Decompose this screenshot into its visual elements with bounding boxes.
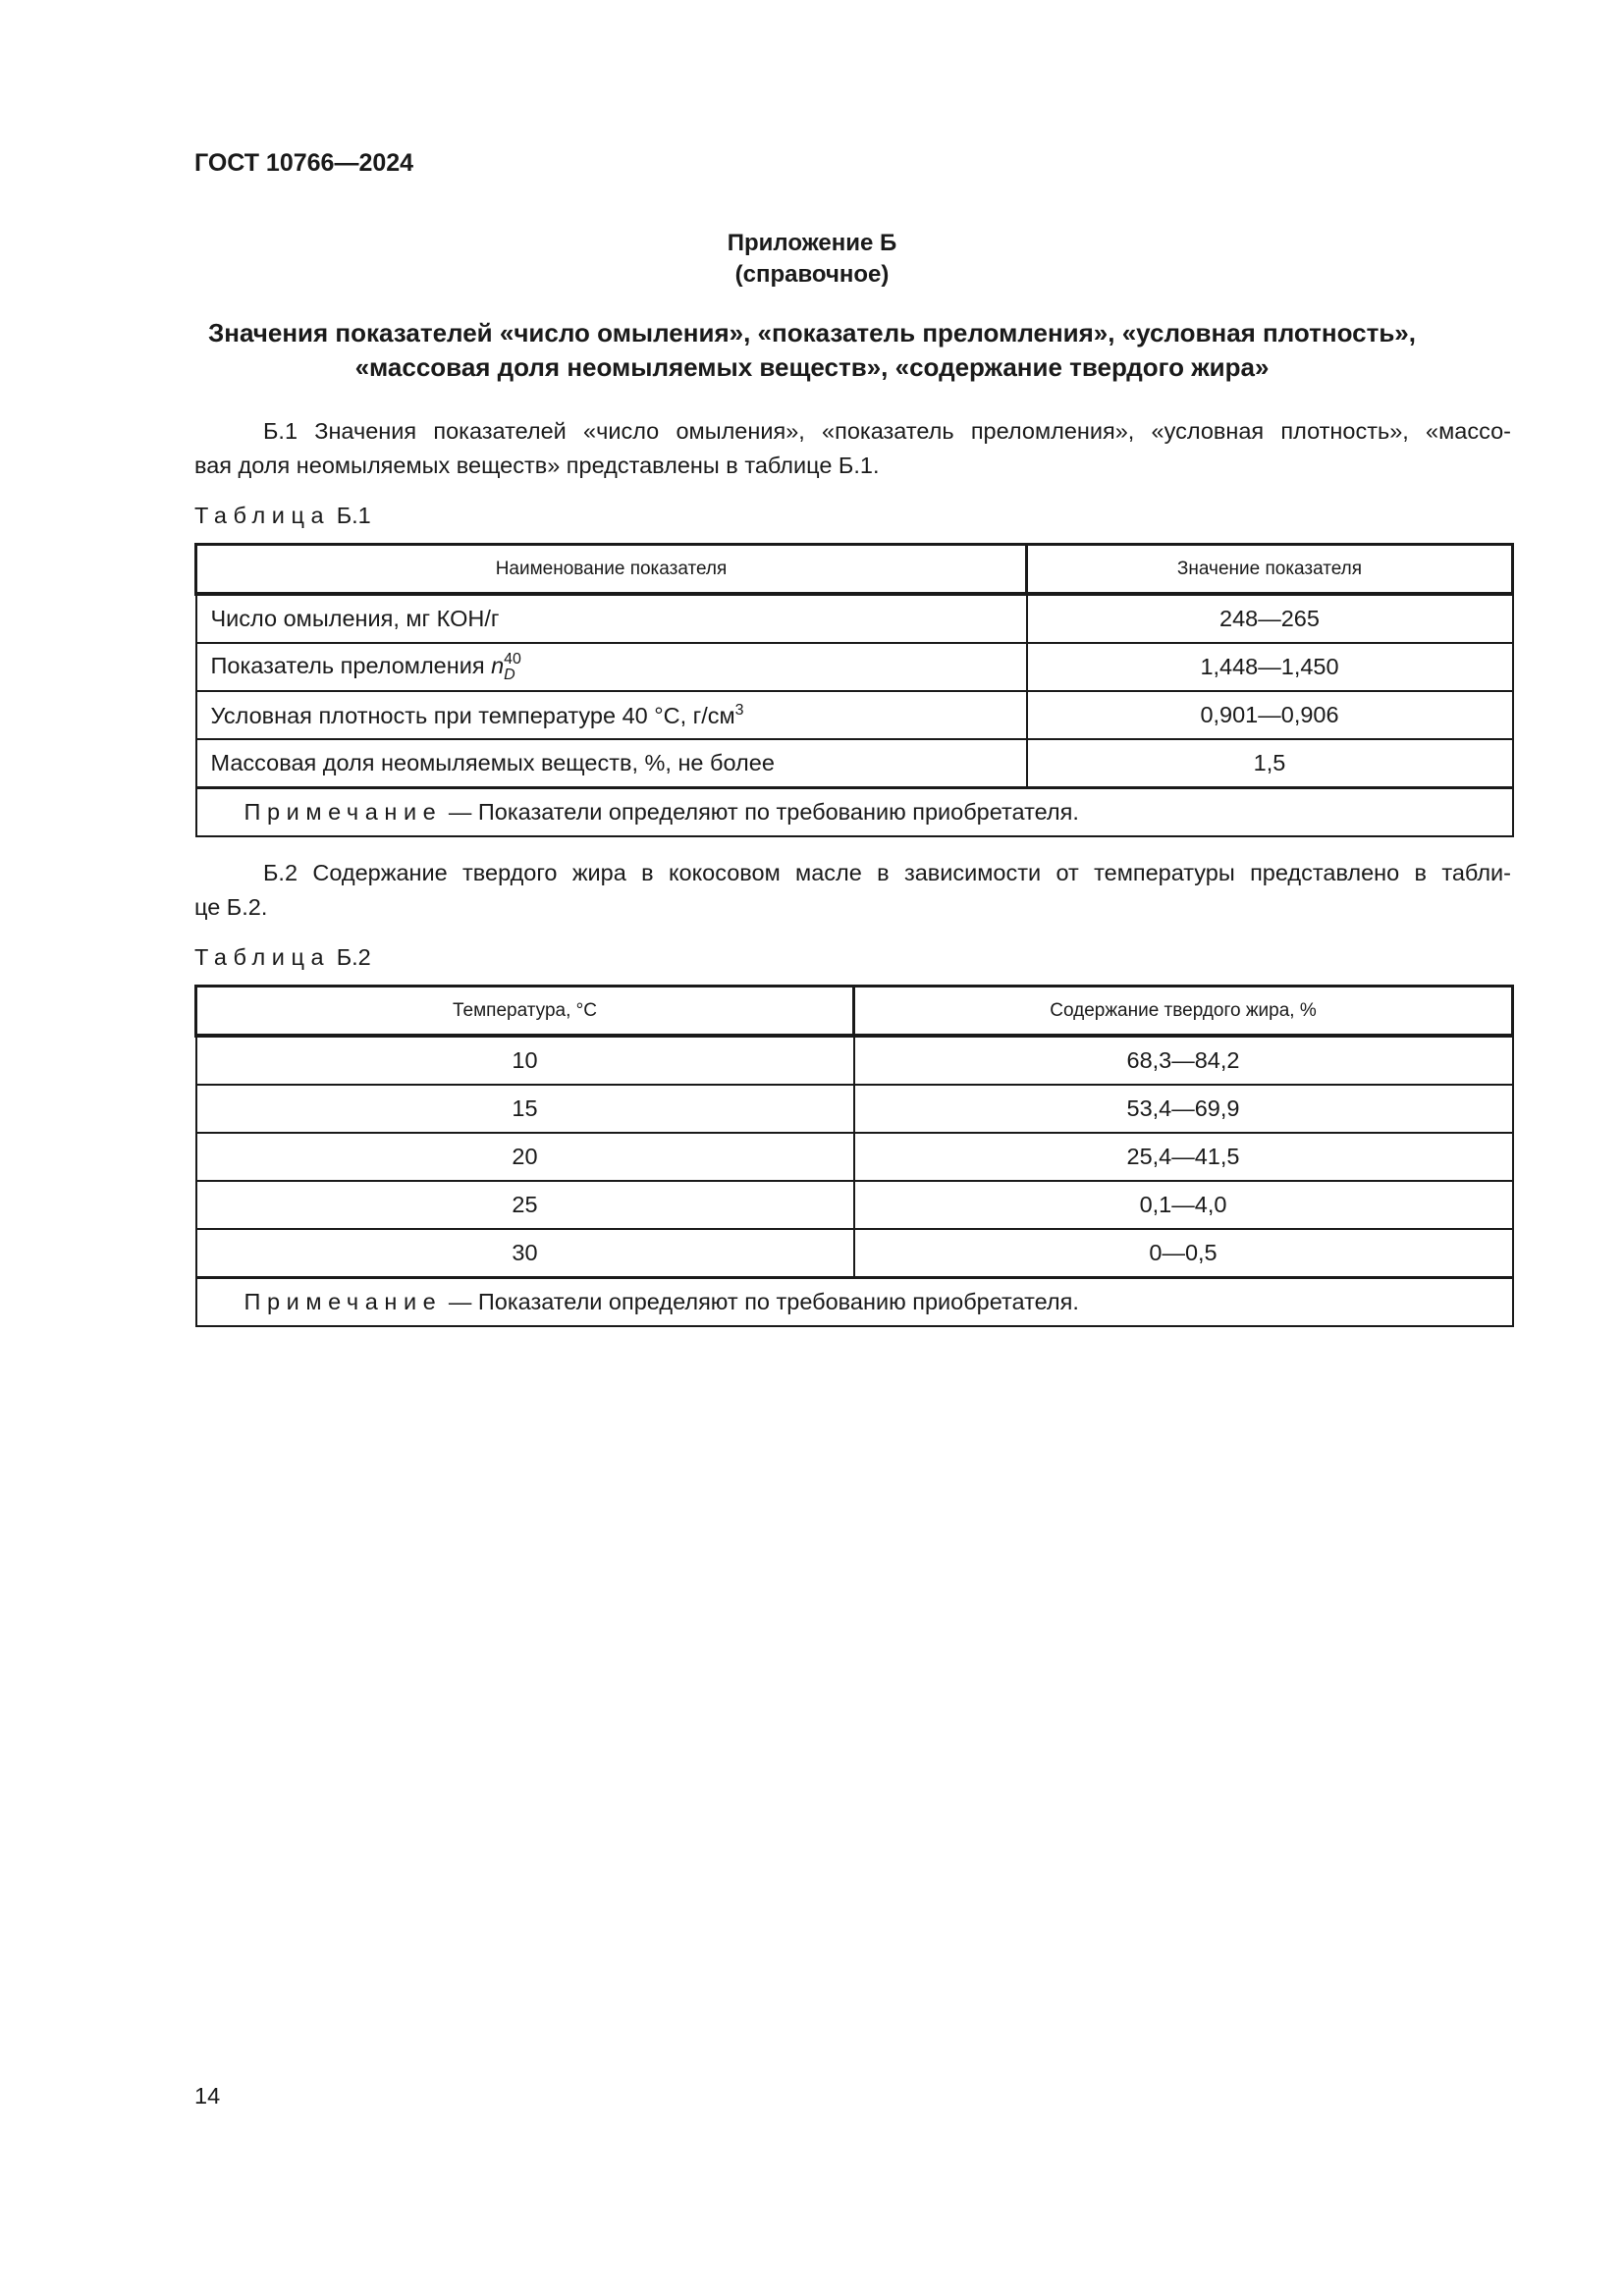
table-row — [196, 739, 1513, 788]
table-row — [196, 1133, 1513, 1181]
table1-note-label: Примечание — [244, 799, 443, 825]
table2-caption-number: Б.2 — [336, 944, 371, 970]
table-row — [196, 1036, 1513, 1085]
table2-row4-temp: 25 — [196, 1181, 854, 1229]
section-title — [0, 316, 1624, 385]
table1-note-text: — Показатели определяют по требованию приобретателя. — [442, 799, 1079, 825]
table2-row5-temp: 30 — [196, 1229, 854, 1278]
table-row — [196, 594, 1513, 643]
table-b1 — [194, 543, 1514, 837]
page-number: 14 — [194, 2083, 221, 2109]
table1-caption — [194, 503, 371, 529]
table2-row2-temp: 15 — [196, 1085, 854, 1133]
refractive-index-sub: D — [504, 666, 515, 683]
table1-row3-sup: 3 — [734, 701, 744, 719]
table2-row1-temp: 10 — [196, 1036, 854, 1085]
table1-row1-name: Число омыления, мг КОН/г — [196, 594, 1027, 643]
table2-header-row — [196, 987, 1513, 1037]
table1-caption-word: Таблица — [194, 503, 331, 528]
table1-row3-name — [196, 691, 1027, 739]
table-row — [196, 1181, 1513, 1229]
table1-row4-value: 1,5 — [1027, 739, 1513, 788]
table2-note-row — [196, 1278, 1513, 1327]
table1-note — [196, 788, 1513, 837]
paragraph-b2-line1: Б.2 Содержание твердого жира в кокосовом масле в зависимости от температуры представлено в табли- — [263, 860, 1511, 885]
paragraph-b1 — [194, 414, 1511, 483]
annex-type: (справочное) — [734, 261, 890, 288]
table2-header-temperature: Температура, °С — [196, 987, 854, 1037]
table2-row3-fat: 25,4—41,5 — [854, 1133, 1513, 1181]
paragraph-b1-line1: Б.1 Значения показателей «число омыления», «показатель преломления», «условная плотность», «массо- — [263, 418, 1511, 444]
annex-title: Приложение Б — [727, 230, 897, 256]
table1-header-row — [196, 545, 1513, 595]
table1-row3-name-text: Условная плотность при температуре 40 °С, г/см — [210, 702, 735, 728]
paragraph-b2 — [194, 856, 1511, 925]
table2-row1-fat: 68,3—84,2 — [854, 1036, 1513, 1085]
table1-row4-name: Массовая доля неомыляемых веществ, %, не более — [196, 739, 1027, 788]
table-row — [196, 691, 1513, 739]
table2-caption — [194, 944, 371, 971]
section-title-line2: «массовая доля неомыляемых веществ», «содержание твердого жира» — [354, 352, 1270, 382]
table2-note — [196, 1278, 1513, 1327]
table-row — [196, 1229, 1513, 1278]
table1-caption-number: Б.1 — [336, 503, 371, 528]
table2-row5-fat: 0—0,5 — [854, 1229, 1513, 1278]
table-row — [196, 643, 1513, 691]
table2-row2-fat: 53,4—69,9 — [854, 1085, 1513, 1133]
table1-header-value: Значение показателя — [1027, 545, 1513, 595]
section-title-line1: Значения показателей «число омыления», «показатель преломления», «условная плотность», — [207, 318, 1416, 347]
refractive-index-sup: 40 — [504, 650, 521, 667]
table2-caption-word: Таблица — [194, 944, 331, 970]
table2-row3-temp: 20 — [196, 1133, 854, 1181]
table1-row1-value: 248—265 — [1027, 594, 1513, 643]
paragraph-b1-line2: вая доля неомыляемых веществ» представлены в таблице Б.1. — [194, 453, 880, 478]
table1-row2-name-text: Показатель преломления — [210, 652, 492, 678]
table-row — [196, 1085, 1513, 1133]
table1-note-row — [196, 788, 1513, 837]
table1-row2-name — [196, 643, 1027, 691]
table1-row2-value: 1,448—1,450 — [1027, 643, 1513, 691]
table-b2 — [194, 985, 1514, 1327]
refractive-index-symbol: n — [491, 652, 505, 678]
annex-heading — [0, 228, 1624, 291]
table1-row3-value: 0,901—0,906 — [1027, 691, 1513, 739]
table2-note-text: — Показатели определяют по требованию приобретателя. — [442, 1289, 1079, 1314]
table2-header-fat: Содержание твердого жира, % — [854, 987, 1513, 1037]
table2-note-label: Примечание — [244, 1289, 443, 1314]
table2-row4-fat: 0,1—4,0 — [854, 1181, 1513, 1229]
standard-code: ГОСТ 10766—2024 — [194, 149, 414, 177]
table1-header-name: Наименование показателя — [196, 545, 1027, 595]
paragraph-b2-line2: це Б.2. — [194, 894, 268, 920]
